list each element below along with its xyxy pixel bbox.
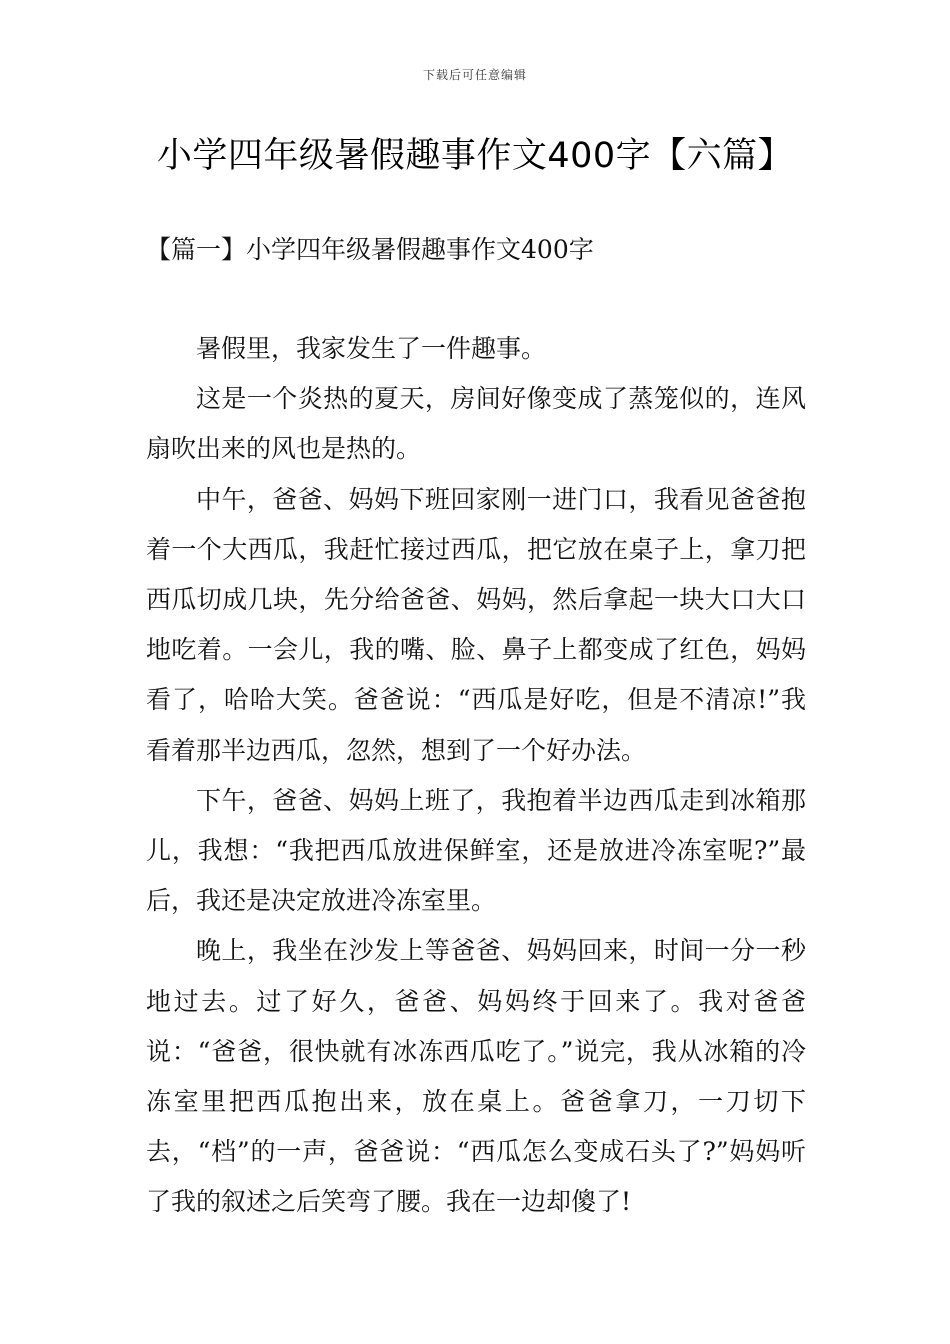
paragraph-5: 晚上，我坐在沙发上等爸爸、妈妈回来，时间一分一秒地过去。过了好久，爸爸、妈妈终于回来了。我对爸爸说：“爸爸，很快就有冰冻西瓜吃了。”说完，我从冰箱的冷冻室里把西瓜抱出来，放在桌上。爸爸拿刀，一刀切下去，“档”的一声，爸爸说：“西瓜怎么变成石头了?”妈妈听了我的叙述之后笑弯了腰。我在一边却傻了! [146,936,806,1217]
document-title: 小学四年级暑假趣事作文400字【六篇】 [156,136,794,176]
paragraph-3: 中午，爸爸、妈妈下班回家刚一进门口，我看见爸爸抱着一个大西瓜，我赶忙接过西瓜，把它放在桌子上，拿刀把西瓜切成几块，先分给爸爸、妈妈，然后拿起一块大口大口地吃着。一会儿，我的嘴、脸、鼻子上都变成了红色，妈妈看了，哈哈大笑。爸爸说：“西瓜是好吃，但是不清凉!”我看着那半边西瓜，忽然，想到了一个好办法。 [146,484,806,765]
paragraph-2: 这是一个炎热的夏天，房间好像变成了蒸笼似的，连风扇吹出来的风也是热的。 [146,384,806,464]
article-body [146,324,806,1228]
header-note: 下载后可任意编辑 [422,68,527,82]
section-heading: 【篇一】小学四年级暑假趣事作文400字 [146,235,594,264]
paragraph-1: 暑假里，我家发生了一件趣事。 [196,334,547,363]
paragraph-4: 下午，爸爸、妈妈上班了，我抱着半边西瓜走到冰箱那儿，我想：“我把西瓜放进保鲜室，还是放进冷冻室呢?”最后，我还是决定放进冷冻室里。 [146,785,806,916]
